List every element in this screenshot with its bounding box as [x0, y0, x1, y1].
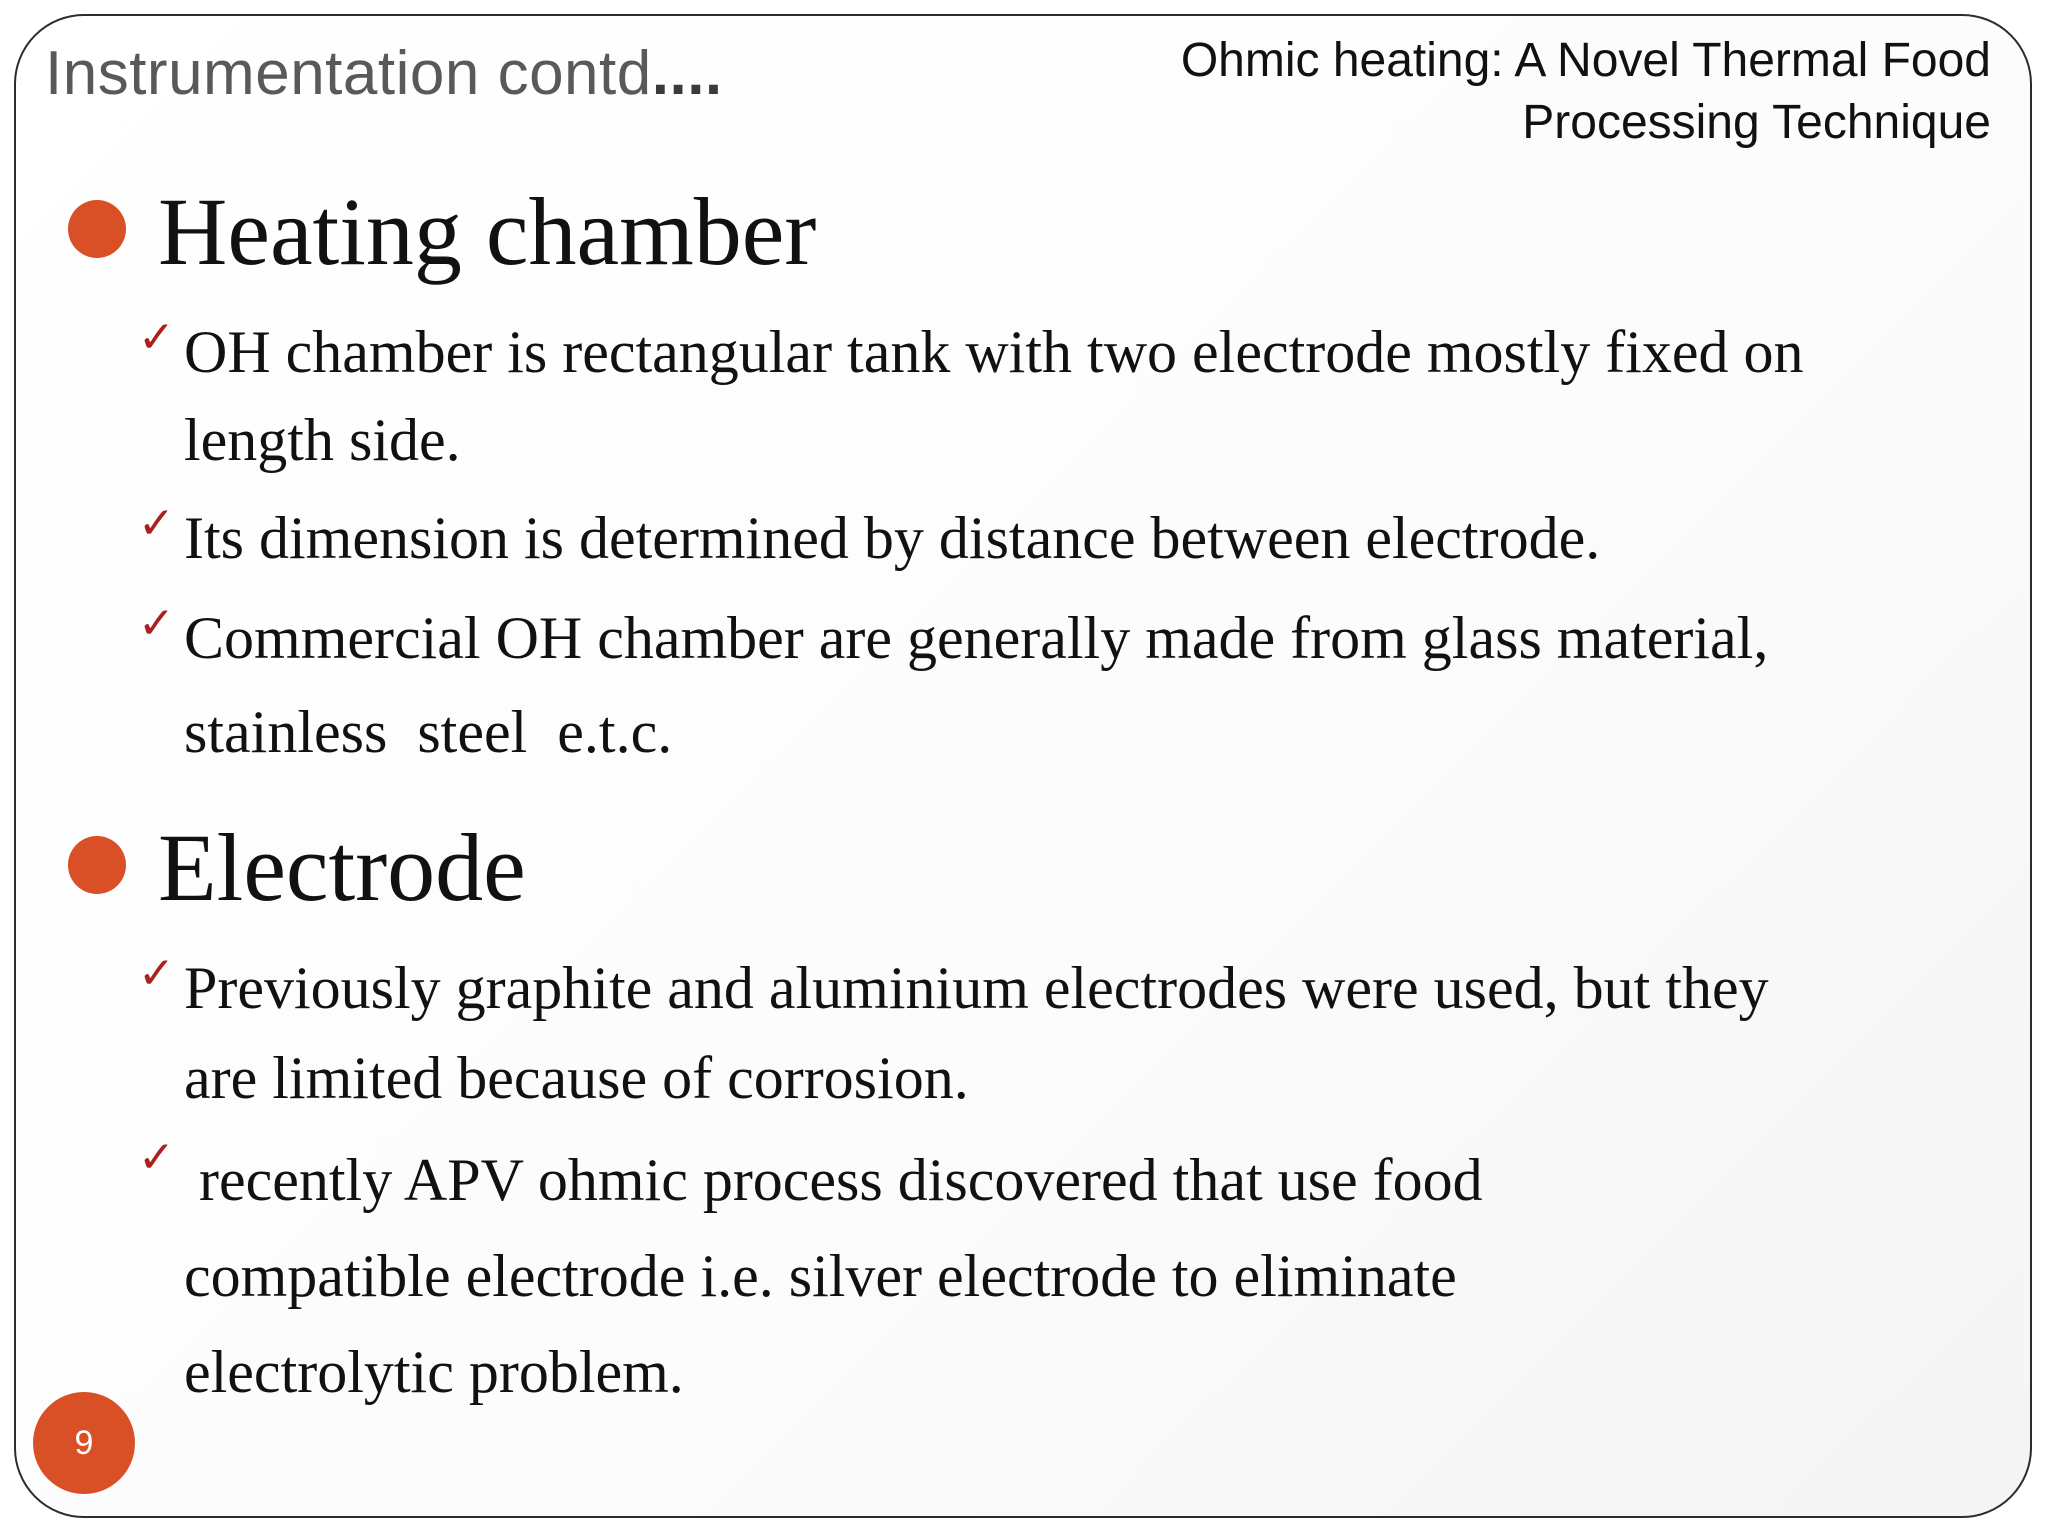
list-item-line: stainless steel e.t.c. [184, 699, 673, 765]
list-item-line: compatible electrode i.e. silver electrode to eliminate [184, 1243, 1457, 1309]
list-item-line: OH chamber is rectangular tank with two electrode mostly fixed on [184, 319, 1804, 385]
page-number-badge: 9 [33, 1392, 135, 1494]
checkmark-icon: ✓ [138, 312, 175, 363]
checkmark-icon: ✓ [138, 598, 175, 649]
list-item-line: Previously graphite and aluminium electrodes were used, but they [184, 955, 1769, 1021]
list-item-line: are limited because of corrosion. [184, 1045, 969, 1111]
list-item-line: Its dimension is determined by distance between electrode. [184, 505, 1601, 571]
heading-text: Electrode [158, 814, 526, 921]
deck-title [991, 30, 1991, 154]
list-item-line: length side. [184, 407, 461, 473]
section-title-dots: .... [651, 39, 723, 108]
deck-title-line-2: Processing Technique [1522, 96, 1991, 149]
list-item-line: electrolytic problem. [184, 1339, 684, 1405]
deck-title-line-1: Ohmic heating: A Novel Thermal Food [1180, 34, 1991, 87]
section-title-text: Instrumentation contd [45, 39, 652, 108]
checkmark-icon: ✓ [138, 948, 175, 999]
list-item-line: recently APV ohmic process discovered that use food [184, 1147, 1483, 1213]
list-item-line: Commercial OH chamber are generally made from glass material, [184, 605, 1769, 671]
section-bullet-icon [68, 836, 126, 894]
section-title [45, 38, 723, 109]
checkmark-icon: ✓ [138, 1132, 175, 1183]
checkmark-icon: ✓ [138, 498, 175, 549]
section-bullet-icon [68, 200, 126, 258]
heading-text: Heating chamber [158, 178, 817, 285]
